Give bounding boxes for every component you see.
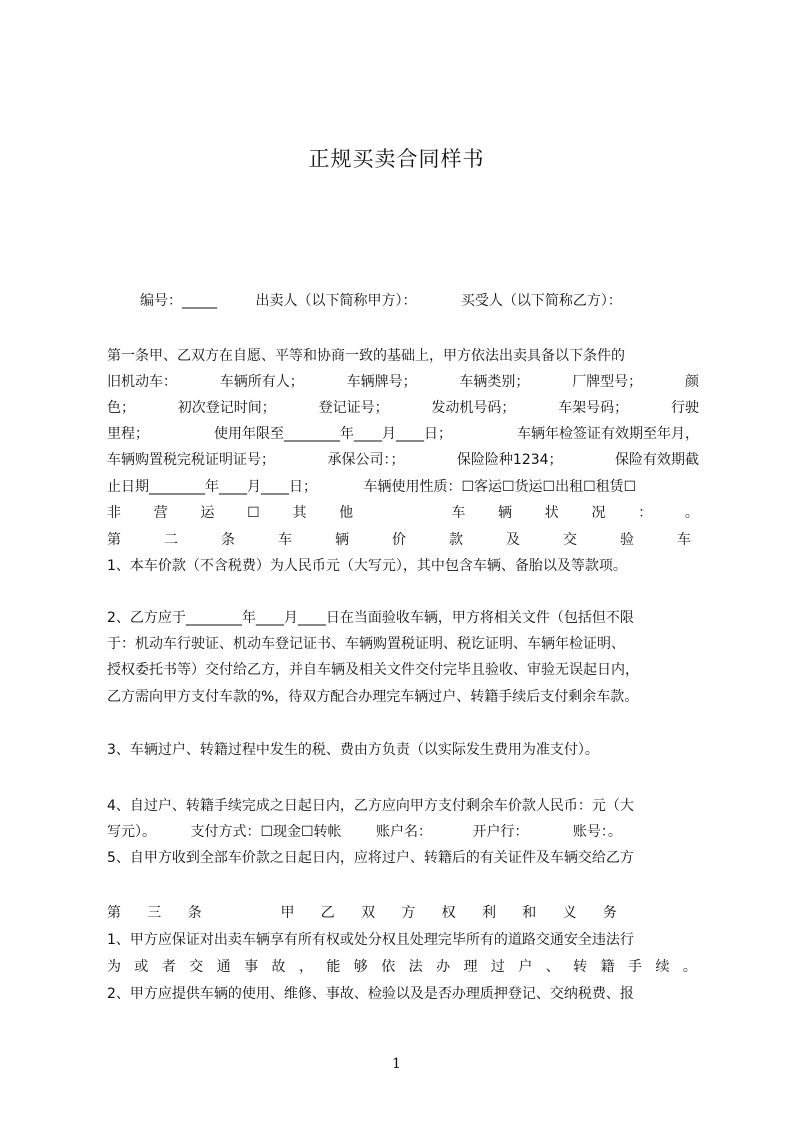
heading-char: 条 bbox=[187, 905, 202, 921]
char: 理 bbox=[463, 959, 478, 975]
heading-char: 义 bbox=[562, 905, 577, 921]
char: 车 bbox=[451, 505, 466, 521]
field-label: 保险有效期截 bbox=[615, 452, 699, 468]
char: 或 bbox=[134, 959, 149, 975]
char: 交 bbox=[189, 959, 204, 975]
account-number-label: 账号：。 bbox=[572, 824, 622, 840]
heading-char: 方 bbox=[401, 905, 416, 921]
char: 其 bbox=[292, 505, 307, 521]
char: 办 bbox=[436, 959, 451, 975]
field-label: 颜 bbox=[684, 374, 699, 390]
char: 户 bbox=[518, 959, 533, 975]
article2-paragraph2-line4: 乙方需向甲方支付车款的%，待双方配合办理完车辆过户、转籍手续后支付剩余车款。 bbox=[107, 689, 639, 705]
article3-paragraph2: 2、甲方应提供车辆的使用、维修、事故、检验以及是否办理质押登记、交纳税费、报 bbox=[107, 986, 634, 1002]
checkbox-glyph: ☐ bbox=[247, 505, 260, 521]
char: 续 bbox=[655, 959, 670, 975]
heading-char: 车 bbox=[677, 532, 691, 548]
article2-paragraph2-line3: 授权委托书等）交付给乙方，并自车辆及相关文件交付完毕且验收、审验无误起日内， bbox=[107, 662, 639, 678]
char: 法 bbox=[408, 959, 423, 975]
char: 。 bbox=[682, 959, 697, 975]
field-label: 行驶 bbox=[670, 400, 699, 416]
heading-char: 务 bbox=[602, 905, 617, 921]
article2-paragraph4-line2 bbox=[107, 823, 699, 843]
article2-paragraph1: 1、本车价款（不含税费）为人民币元（大写元），其中包含车辆、备胎以及等款项。 bbox=[107, 558, 627, 574]
heading-char: 第 bbox=[107, 532, 121, 548]
heading-char: 权 bbox=[441, 905, 456, 921]
heading-char: 条 bbox=[221, 532, 235, 548]
char: 事 bbox=[244, 959, 259, 975]
article2-paragraph4-line1: 4、自过户、转籍手续完成之日起日内，乙方应向甲方支付剩余车价款人民币：元（大 bbox=[107, 798, 634, 814]
field-label: 车架号码； bbox=[558, 400, 629, 416]
char: 能 bbox=[326, 959, 341, 975]
char: 通 bbox=[216, 959, 231, 975]
heading-char: 及 bbox=[506, 532, 520, 548]
heading-char: 款 bbox=[449, 532, 463, 548]
char: 为 bbox=[107, 959, 121, 975]
char: 营 bbox=[153, 505, 168, 521]
field-label: 厂牌型号； bbox=[572, 374, 643, 390]
heading-char: 三 bbox=[147, 905, 162, 921]
article2-paragraph5: 5、自甲方收到全部车价款之日起日内，应将过户、转籍后的有关证件及车辆交给乙方 bbox=[107, 850, 634, 866]
char: 够 bbox=[353, 959, 368, 975]
char: 况 bbox=[591, 505, 606, 521]
heading-char: 和 bbox=[522, 905, 537, 921]
char: 、 bbox=[545, 959, 560, 975]
char: 运 bbox=[200, 505, 215, 521]
field-label: 车辆所有人； bbox=[219, 374, 304, 390]
article1-line3 bbox=[107, 399, 699, 419]
article1-line5 bbox=[107, 451, 699, 471]
char: 过 bbox=[490, 959, 505, 975]
heading-char: 双 bbox=[361, 905, 376, 921]
article2-paragraph3: 3、车辆过户、转籍过程中发生的税、费由方负责（以实际发生费用为准支付）。 bbox=[107, 742, 599, 758]
field-label: 使用年限至________年____月____日； bbox=[214, 426, 452, 442]
field-label: 旧机动车： bbox=[107, 374, 177, 390]
char: 故 bbox=[271, 959, 286, 975]
article1-line7 bbox=[107, 504, 699, 524]
field-label: 车辆购置税完税证明证号； bbox=[107, 452, 275, 468]
article3-heading bbox=[107, 904, 617, 924]
field-label: 止日期________年____月____日； bbox=[107, 479, 317, 495]
field-label: 里程； bbox=[107, 426, 149, 442]
field-label: 承保公司：； bbox=[327, 452, 405, 468]
article1-line1: 第一条甲、乙双方在自愿、平等和协商一致的基础上，甲方依法出卖具备以下条件的 bbox=[107, 348, 625, 364]
article1-line6 bbox=[107, 478, 699, 498]
article2-heading bbox=[107, 531, 691, 551]
char: ： bbox=[638, 505, 653, 521]
contract-header-line bbox=[140, 292, 700, 312]
page-number: 1 bbox=[392, 1056, 401, 1072]
heading-char: 第 bbox=[107, 905, 121, 921]
char: 状 bbox=[544, 505, 559, 521]
heading-char: 甲 bbox=[280, 905, 295, 921]
char: 籍 bbox=[600, 959, 615, 975]
field-label: 初次登记时间； bbox=[177, 400, 276, 416]
article1-line4 bbox=[107, 425, 699, 445]
document-title: 正规买卖合同样书 bbox=[308, 147, 485, 171]
heading-char: 车 bbox=[278, 532, 292, 548]
char: 他 bbox=[339, 505, 354, 521]
char: 依 bbox=[381, 959, 396, 975]
field-label: 登记证号； bbox=[318, 400, 389, 416]
article1-line2 bbox=[107, 373, 699, 393]
char: 者 bbox=[161, 959, 176, 975]
field-label: 写元）。 bbox=[107, 824, 156, 840]
heading-char: 验 bbox=[620, 532, 634, 548]
article2-paragraph2-line1: 2、乙方应于________年____月____日在当面验收车辆，甲方将相关文件（包括但不限 bbox=[107, 610, 634, 626]
account-name-label: 账户名： bbox=[376, 824, 433, 840]
heading-char: 利 bbox=[481, 905, 496, 921]
seller-label: 出卖人（以下简称甲方）： bbox=[255, 293, 417, 309]
article3-paragraph1-line1: 1、甲方应保证对出卖车辆享有所有权或处分权且处理完毕所有的道路交通安全违法行 bbox=[107, 932, 634, 948]
vehicle-usage-options: 车辆使用性质：☐客运☐货运☐出租☐租赁☐ bbox=[363, 479, 637, 495]
char: 手 bbox=[628, 959, 643, 975]
field-label: 车辆年检签证有效期至年月， bbox=[517, 426, 699, 442]
article2-paragraph2-line2: 于：机动车行驶证、机动车登记证书、车辆购置税证明、税讫证明、车辆年检证明、 bbox=[107, 636, 625, 652]
field-label: 色； bbox=[107, 400, 135, 416]
serial-number: 编号：_____ bbox=[140, 293, 217, 309]
field-label: 保险险种1234； bbox=[456, 452, 563, 468]
article3-paragraph1-line2 bbox=[107, 958, 697, 978]
char: ， bbox=[298, 959, 313, 975]
field-label: 车辆牌号； bbox=[346, 374, 417, 390]
char: 。 bbox=[684, 505, 699, 521]
char: 非 bbox=[107, 505, 121, 521]
field-label: 发动机号码； bbox=[431, 400, 516, 416]
heading-char: 价 bbox=[392, 532, 406, 548]
heading-char: 二 bbox=[164, 532, 178, 548]
buyer-label: 买受人（以下简称乙方）： bbox=[460, 293, 622, 309]
payment-method-options: 支付方式：☐现金☐转帐 bbox=[190, 824, 342, 840]
char: 辆 bbox=[498, 505, 513, 521]
heading-char: 乙 bbox=[320, 905, 335, 921]
char: 转 bbox=[573, 959, 588, 975]
heading-char: 辆 bbox=[335, 532, 349, 548]
heading-char: 交 bbox=[563, 532, 577, 548]
field-label: 车辆类别； bbox=[459, 374, 530, 390]
bank-label: 开户行： bbox=[472, 824, 529, 840]
